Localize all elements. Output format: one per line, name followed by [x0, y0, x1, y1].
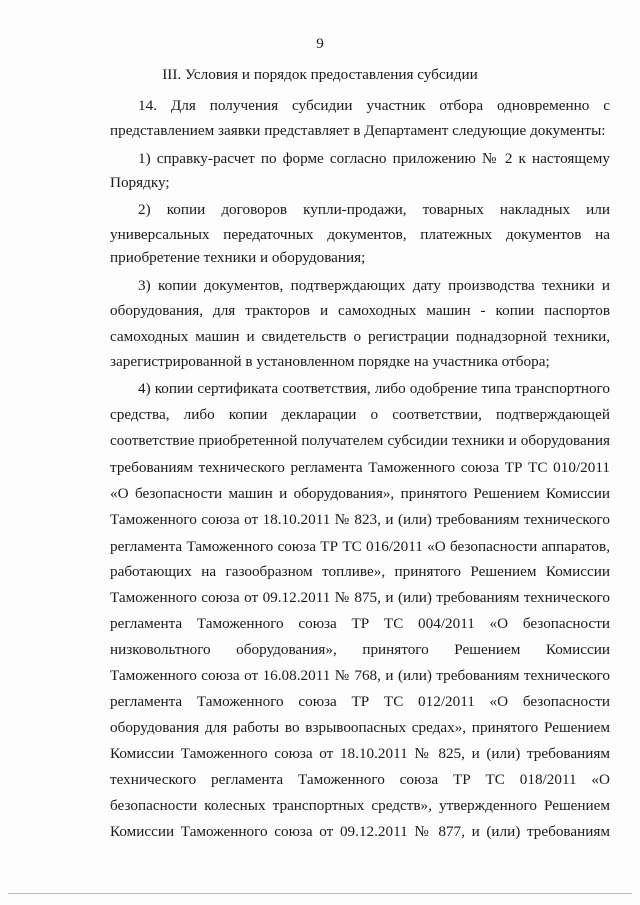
bottom-rule — [8, 893, 632, 894]
text-line: оборудования, для тракторов и самоходных машин - копии паспортов — [110, 302, 610, 319]
text-line: приобретение техники и оборудования; — [110, 249, 366, 266]
text-line: Таможенного союза от 09.12.2011 № 875, и (или) требованиям технического — [110, 589, 610, 606]
page-number: 9 — [316, 36, 324, 52]
section-heading: III. Условия и порядок предоставления субсидии — [162, 66, 478, 83]
text-line: универсальных передаточных документов, платежных документов на — [110, 226, 610, 243]
text-line: технического регламента Таможенного союза ТР ТС 018/2011 «О — [110, 771, 610, 788]
text-line: 14. Для получения субсидии участник отбора одновременно с — [138, 97, 610, 114]
text-line: оборудования для работы во взрывоопасных средах», принятого Решением — [110, 719, 610, 736]
text-line: 2) копии договоров купли-продажи, товарных накладных или — [138, 201, 610, 218]
text-line: низковольтного оборудования», принятого Решением Комиссии — [110, 641, 610, 658]
text-line: самоходных машин и свидетельств о регистрации поднадзорной техники, — [110, 328, 610, 345]
text-line: Комиссии Таможенного союза от 09.12.2011 № 877, и (или) требованиям — [110, 823, 610, 840]
text-line: 1) справку-расчет по форме согласно приложению № 2 к настоящему — [138, 150, 610, 167]
text-line: представлением заявки представляет в Департамент следующие документы: — [110, 122, 606, 139]
text-line: средства, либо копии декларации о соответствии, подтверждающей — [110, 406, 610, 423]
text-line: регламента Таможенного союза ТР ТС 016/2011 «О безопасности аппаратов, — [110, 538, 610, 555]
text-line: 4) копии сертификата соответствия, либо одобрение типа транспортного — [138, 380, 610, 397]
text-line: регламента Таможенного союза ТР ТС 012/2011 «О безопасности — [110, 693, 610, 710]
text-line: 3) копии документов, подтверждающих дату производства техники и — [138, 277, 610, 294]
text-line: Таможенного союза от 18.10.2011 № 823, и (или) требованиям технического — [110, 511, 610, 528]
text-line: соответствие приобретенной получателем субсидии техники и оборудования — [110, 432, 610, 449]
text-line: зарегистрированной в установленном порядке на участника отбора; — [110, 353, 550, 370]
text-line: требованиям технического регламента Таможенного союза ТР ТС 010/2011 — [110, 459, 610, 476]
text-line: Комиссии Таможенного союза от 18.10.2011 № 825, и (или) требованиям — [110, 745, 610, 762]
text-line: безопасности колесных транспортных средств», утвержденного Решением — [110, 797, 610, 814]
text-line: «О безопасности машин и оборудования», принятого Решением Комиссии — [110, 485, 610, 502]
text-line: работающих на газообразном топливе», принятого Решением Комиссии — [110, 563, 610, 580]
text-line: регламента Таможенного союза ТР ТС 004/2011 «О безопасности — [110, 615, 610, 632]
text-line: Порядку; — [110, 174, 170, 191]
text-line: Таможенного союза от 16.08.2011 № 768, и (или) требованиям технического — [110, 667, 610, 684]
